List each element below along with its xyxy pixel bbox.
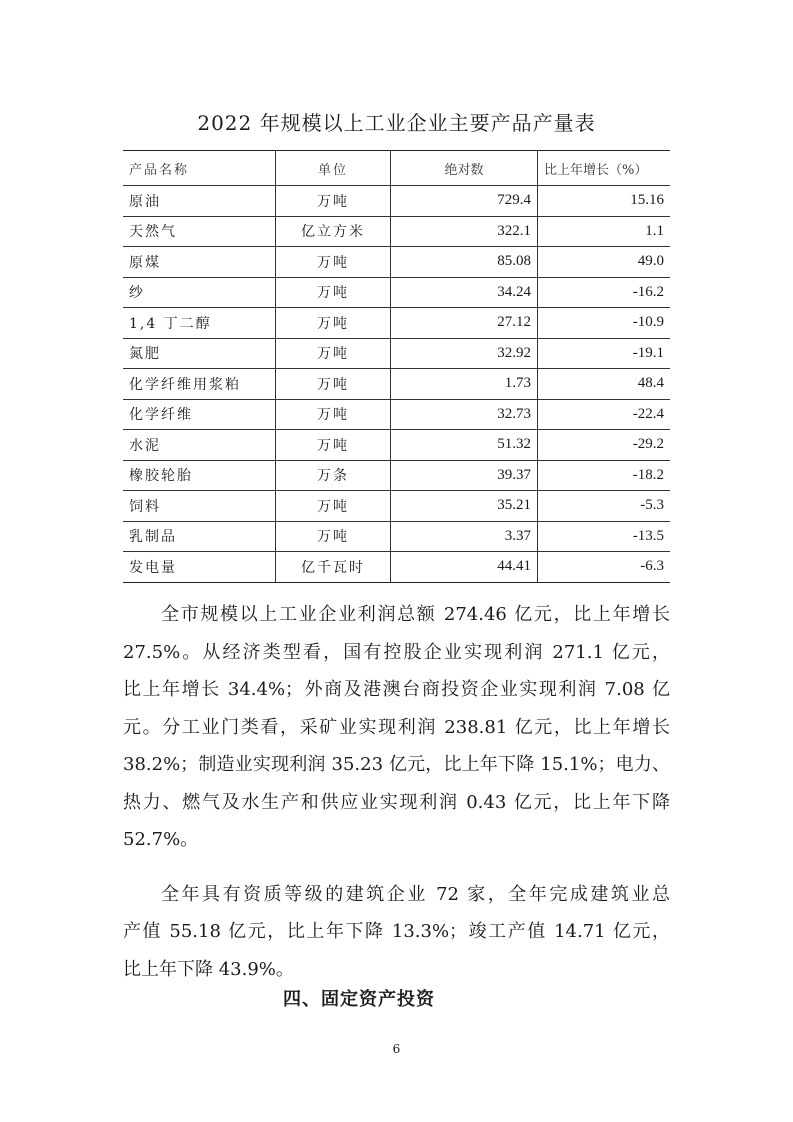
absolute-value: 729.4 — [391, 186, 538, 217]
table-row — [123, 552, 670, 583]
table-row — [123, 216, 670, 247]
section-heading: 四、固定资产投资 — [283, 989, 435, 1010]
absolute-value: 85.08 — [391, 247, 538, 278]
growth-rate: -10.9 — [538, 308, 671, 339]
unit: 万吨 — [276, 399, 391, 430]
product-name: 原油 — [123, 186, 276, 217]
absolute-value: 51.32 — [391, 430, 538, 461]
table-row — [123, 430, 670, 461]
text-line: 产值 55.18 亿元，比上年下降 13.3%；竣工产值 14.71 亿元， — [123, 921, 670, 942]
growth-rate: -6.3 — [538, 552, 671, 583]
unit: 万吨 — [276, 277, 391, 308]
growth-rate: -13.5 — [538, 521, 671, 552]
absolute-value: 39.37 — [391, 460, 538, 491]
text-line: 52.7%。 — [123, 829, 199, 850]
unit: 万吨 — [276, 186, 391, 217]
growth-rate: 1.1 — [538, 216, 671, 247]
table-row — [123, 399, 670, 430]
growth-rate: 15.16 — [538, 186, 671, 217]
table-row — [123, 186, 670, 217]
absolute-value: 35.21 — [391, 491, 538, 522]
product-name: 化学纤维用浆粕 — [123, 369, 276, 400]
absolute-value: 3.37 — [391, 521, 538, 552]
header-absolute: 绝对数 — [391, 151, 538, 186]
table-row — [123, 277, 670, 308]
text-line: 全年具有资质等级的建筑企业 72 家，全年完成建筑业总 — [161, 883, 670, 905]
growth-rate: -19.1 — [538, 338, 671, 369]
header-unit: 单位 — [276, 151, 391, 186]
absolute-value: 1.73 — [391, 369, 538, 400]
product-output-table — [123, 150, 670, 583]
growth-rate: -22.4 — [538, 399, 671, 430]
page-number: 6 — [392, 1042, 401, 1056]
table-row — [123, 491, 670, 522]
absolute-value: 32.92 — [391, 338, 538, 369]
product-name: 纱 — [123, 277, 276, 308]
text-line: 元。分工业门类看，采矿业实现利润 238.81 亿元，比上年增长 — [123, 716, 670, 738]
table-row — [123, 521, 670, 552]
unit: 万条 — [276, 460, 391, 491]
unit: 万吨 — [276, 308, 391, 339]
product-name: 1,4 丁二醇 — [123, 308, 276, 339]
table-row — [123, 369, 670, 400]
product-name: 化学纤维 — [123, 399, 276, 430]
text-line: 全市规模以上工业企业利润总额 274.46 亿元，比上年增长 — [161, 604, 670, 625]
absolute-value: 322.1 — [391, 216, 538, 247]
table-title: 2022 年规模以上工业企业主要产品产量表 — [197, 111, 596, 135]
table-row — [123, 247, 670, 278]
table-row — [123, 338, 670, 369]
paragraph-construction — [123, 876, 670, 989]
growth-rate: -16.2 — [538, 277, 671, 308]
unit: 万吨 — [276, 369, 391, 400]
product-name: 饲料 — [123, 491, 276, 522]
unit: 万吨 — [276, 247, 391, 278]
product-name: 水泥 — [123, 430, 276, 461]
absolute-value: 34.24 — [391, 277, 538, 308]
growth-rate: -5.3 — [538, 491, 671, 522]
growth-rate: 49.0 — [538, 247, 671, 278]
body-text — [123, 596, 670, 988]
absolute-value: 27.12 — [391, 308, 538, 339]
unit: 万吨 — [276, 491, 391, 522]
table-row — [123, 460, 670, 491]
text-line: 38.2%；制造业实现利润 35.23 亿元，比上年下降 15.1%；电力、 — [123, 754, 670, 775]
text-line: 比上年增长 34.4%；外商及港澳台商投资企业实现利润 7.08 亿 — [123, 679, 670, 700]
product-name: 天然气 — [123, 216, 276, 247]
product-name: 橡胶轮胎 — [123, 460, 276, 491]
growth-rate: -18.2 — [538, 460, 671, 491]
absolute-value: 44.41 — [391, 552, 538, 583]
product-name: 发电量 — [123, 552, 276, 583]
unit: 亿立方米 — [276, 216, 391, 247]
paragraph-profit — [123, 596, 670, 859]
text-line: 热力、燃气及水生产和供应业实现利润 0.43 亿元，比上年下降 — [123, 791, 670, 813]
text-line: 27.5%。从经济类型看，国有控股企业实现利润 271.1 亿元， — [123, 641, 670, 663]
unit: 万吨 — [276, 338, 391, 369]
product-name: 原煤 — [123, 247, 276, 278]
header-growth: 比上年增长（%） — [538, 151, 671, 186]
unit: 亿千瓦时 — [276, 552, 391, 583]
table-row — [123, 308, 670, 339]
product-name: 氮肥 — [123, 338, 276, 369]
unit: 万吨 — [276, 521, 391, 552]
text-line: 比上年下降 43.9%。 — [123, 958, 294, 980]
unit: 万吨 — [276, 430, 391, 461]
table-header-row — [123, 151, 670, 186]
header-product-name: 产品名称 — [123, 151, 276, 186]
absolute-value: 32.73 — [391, 399, 538, 430]
growth-rate: -29.2 — [538, 430, 671, 461]
growth-rate: 48.4 — [538, 369, 671, 400]
product-name: 乳制品 — [123, 521, 276, 552]
